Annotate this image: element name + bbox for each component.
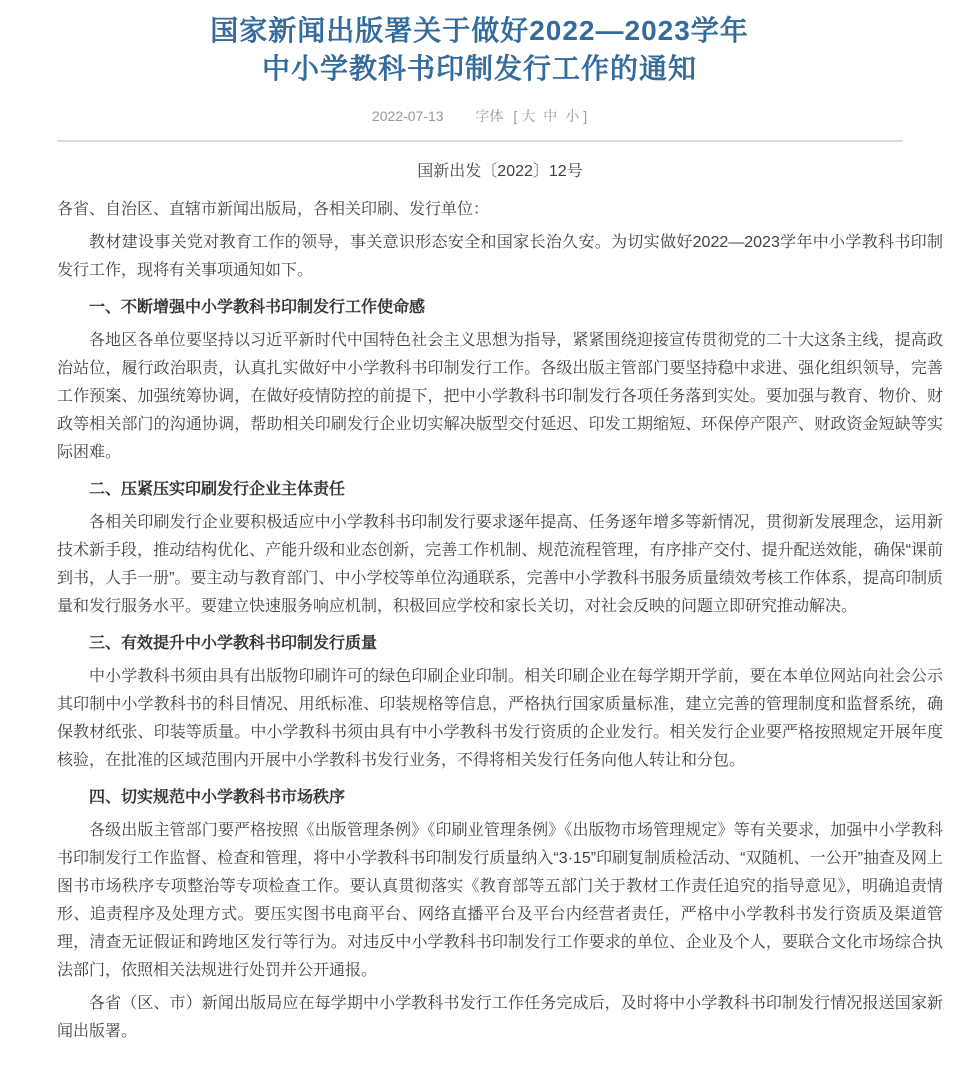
font-size-bracket-open: [ bbox=[513, 108, 518, 124]
publish-date: 2022-07-13 bbox=[371, 108, 444, 124]
article-body bbox=[0, 142, 959, 1075]
page-title-line2: 中小学教科书印制发行工作的通知 bbox=[261, 53, 697, 84]
page-title bbox=[0, 12, 959, 88]
document-number: 国新出发〔2022〕12号 bbox=[417, 163, 583, 180]
section-2-paragraph: 各相关印刷发行企业要积极适应中小学教科书印制发行要求逐年提高、任务逐年增多等新情况，贯彻新发展理念，运用新技术新手段，推动结构优化、产能升级和业态创新，完善工作机制、规范流程管理，有序排产交付、提升配送效能，确保“课前到书，人手一册”。要主动与教育部门、中小学校等单位沟通联系，完善中小学教科书服务质量绩效考核工作体系，提高印制质量和发行服务水平。要建立快速服务响应机制，积极回应学校和家长关切，对社会反映的问题立即研究推动解决。 bbox=[57, 514, 943, 615]
section-1-paragraph: 各地区各单位要坚持以习近平新时代中国特色社会主义思想为指导，紧紧围绕迎接宣传贯彻党的二十大这条主线，提高政治站位，履行政治职责，认真扎实做好中小学教科书印制发行工作。各级出版主管部门要坚持稳中求进、强化组织领导，完善工作预案、加强统筹协调，在做好疫情防控的前提下，把中小学教科书印制发行各项任务落到实处。要加强与教育、物价、财政等相关部门的沟通协调，帮助相关印刷发行企业切实解决版型交付延迟、印发工期缩短、环保停产限产、财政资金短缺等实际困难。 bbox=[57, 332, 943, 461]
section-2-heading: 二、压紧压实印刷发行企业主体责任 bbox=[89, 481, 346, 498]
font-size-small[interactable]: 小 bbox=[565, 108, 580, 124]
font-size-bracket-close: ] bbox=[583, 108, 588, 124]
font-size-large[interactable]: 大 bbox=[521, 108, 536, 124]
section-1-heading: 一、不断增强中小学教科书印制发行工作使命感 bbox=[89, 299, 426, 316]
closing-paragraph: 各省（区、市）新闻出版局应在每学期中小学教科书发行工作任务完成后，及时将中小学教科书印制发行情况报送国家新闻出版署。 bbox=[57, 995, 943, 1040]
article-meta bbox=[0, 106, 959, 126]
section-3-paragraph: 中小学教科书须由具有出版物印刷许可的绿色印刷企业印制。相关印刷企业在每学期开学前，要在本单位网站向社会公示其印制中小学教科书的科目情况、用纸标准、印装规格等信息，严格执行国家质量标准，建立完善的管理制度和监督系统，确保教材纸张、印装等质量。中小学教科书须由具有中小学教科书发行资质的企业发行。相关发行企业要严格按照规定开展年度核验，在批准的区域范围内开展中小学教科书发行业务，不得将相关发行任务向他人转让和分包。 bbox=[57, 668, 943, 769]
font-size-medium[interactable]: 中 bbox=[543, 108, 558, 124]
section-3-heading: 三、有效提升中小学教科书印制发行质量 bbox=[89, 635, 378, 652]
intro-paragraph: 教材建设事关党对教育工作的领导，事关意识形态安全和国家长治久安。为切实做好2022—2023学年中小学教科书印制发行工作，现将有关事项通知如下。 bbox=[57, 234, 943, 279]
salutation: 各省、自治区、直辖市新闻出版局，各相关印刷、发行单位： bbox=[57, 201, 490, 218]
page-title-line1: 国家新闻出版署关于做好2022—2023学年 bbox=[210, 15, 749, 46]
section-4-paragraph: 各级出版主管部门要严格按照《出版管理条例》《印刷业管理条例》《出版物市场管理规定》等有关要求，加强中小学教科书印制发行工作监督、检查和管理，将中小学教科书印制发行质量纳入“3·15”印刷复制质检活动、“双随机、一公开”抽查及网上图书市场秩序专项整治等专项检查工作。要认真贯彻落实《教育部等五部门关于教材工作责任追究的指导意见》，明确追责情形、追责程序及处理方式。要压实图书电商平台、网络直播平台及平台内经营者责任，严格中小学教科书发行资质及渠道管理，清查无证假证和跨地区发行等行为。对违反中小学教科书印制发行工作要求的单位、企业及个人，要联合文化市场综合执法部门，依照相关法规进行处罚并公开通报。 bbox=[57, 822, 943, 979]
font-size-label: 字体 bbox=[475, 108, 504, 124]
article-header bbox=[0, 0, 959, 142]
section-4-heading: 四、切实规范中小学教科书市场秩序 bbox=[89, 789, 346, 806]
